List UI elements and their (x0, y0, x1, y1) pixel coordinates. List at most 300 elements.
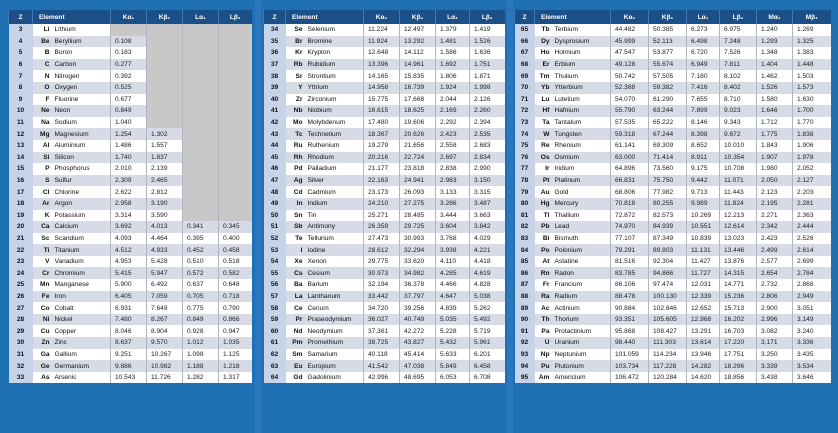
cell-z: 67 (515, 47, 535, 59)
table-row (9, 105, 252, 117)
cell-name: Tin (306, 210, 364, 222)
cell-kb1: 117.228 (649, 360, 687, 372)
cell-z: 71 (515, 94, 535, 106)
table-row (264, 105, 505, 117)
cell-mb1: 2.127 (793, 175, 831, 187)
cell-kb1: 14.961 (400, 59, 436, 71)
cell-kb1: 4.464 (147, 233, 183, 245)
cell-la1: 7.180 (687, 70, 720, 82)
panel-right (514, 10, 831, 383)
cell-kb1: 48.695 (400, 372, 436, 384)
cell-kb1: 50.385 (649, 24, 687, 36)
cell-kb1: 1.837 (147, 152, 183, 164)
cell-ka1: 14.165 (364, 70, 400, 82)
cell-symbol: Yb (535, 82, 553, 94)
cell-symbol: Sm (286, 349, 306, 361)
cell-z: 20 (9, 221, 33, 233)
cell-lb1: 13.023 (720, 233, 757, 245)
cell-lb1: 14.315 (720, 267, 757, 279)
cell-mb1: 2.281 (793, 198, 831, 210)
cell-symbol: Hf (535, 105, 553, 117)
cell-lb1: 1.871 (470, 70, 505, 82)
table-row (515, 140, 831, 152)
cell-z: 36 (264, 47, 286, 59)
table-row (515, 302, 831, 314)
cell-kb1: 16.739 (400, 82, 436, 94)
cell-ma1: 1.775 (757, 128, 793, 140)
cell-ka1: 50.742 (611, 70, 649, 82)
col-header-kb1: Kβ₁ (649, 10, 687, 24)
cell-la1: 0.341 (183, 221, 219, 233)
cell-kb1: 73.560 (649, 163, 687, 175)
cell-kb1: 10.267 (147, 349, 183, 361)
cell-z: 89 (515, 302, 535, 314)
table-row (9, 198, 252, 210)
cell-lb1: 11.824 (720, 198, 757, 210)
cell-lb1: 7.526 (720, 47, 757, 59)
cell-la1 (183, 128, 219, 140)
cell-la1 (183, 82, 219, 94)
table-row (9, 221, 252, 233)
cell-ka1: 49.128 (611, 59, 649, 71)
cell-lb1: 1.218 (219, 360, 252, 372)
cell-lb1: 3.842 (470, 221, 505, 233)
table-row (9, 140, 252, 152)
cell-name: Aluminium (53, 140, 111, 152)
cell-la1: 2.983 (436, 175, 470, 187)
cell-ka1: 6.931 (111, 302, 147, 314)
cell-la1: 2.044 (436, 94, 470, 106)
cell-z: 86 (515, 267, 535, 279)
table-row (515, 82, 831, 94)
cell-mb1: 1.838 (793, 128, 831, 140)
cell-lb1: 5.719 (470, 325, 505, 337)
cell-symbol: Mg (33, 128, 53, 140)
cell-name: Argon (53, 198, 111, 210)
cell-la1: 6.053 (436, 372, 470, 384)
col-header-mb1: Mβ₁ (793, 10, 831, 24)
table-row (515, 128, 831, 140)
cell-ka1: 13.396 (364, 59, 400, 71)
cell-z: 79 (515, 186, 535, 198)
cell-ka1: 2.622 (111, 186, 147, 198)
cell-z: 24 (9, 267, 33, 279)
cell-z: 59 (264, 314, 286, 326)
cell-ka1: 42.996 (364, 372, 400, 384)
cell-name: Zirconium (306, 94, 364, 106)
cell-ma1: 1.348 (757, 47, 793, 59)
cell-la1: 6.498 (687, 36, 720, 48)
cell-symbol: Ag (286, 175, 306, 187)
cell-lb1: 1.035 (219, 337, 252, 349)
cell-kb1: 2.812 (147, 186, 183, 198)
col-header-element: Element (535, 10, 611, 24)
table-row (515, 372, 831, 384)
cell-kb1: 3.590 (147, 210, 183, 222)
cell-la1: 5.228 (436, 325, 470, 337)
cell-name: Plutonium (553, 360, 611, 372)
cell-z: 27 (9, 302, 33, 314)
cell-ka1: 0.849 (111, 105, 147, 117)
cell-z: 88 (515, 291, 535, 303)
cell-name: Zinc (53, 337, 111, 349)
cell-mb1: 2.949 (793, 291, 831, 303)
cell-kb1 (147, 59, 183, 71)
cell-la1: 9.989 (687, 198, 720, 210)
cell-symbol: U (535, 337, 553, 349)
cell-symbol: Ti (33, 244, 53, 256)
cell-lb1: 4.619 (470, 267, 505, 279)
cell-symbol: La (286, 291, 306, 303)
cell-mb1: 1.503 (793, 70, 831, 82)
table-row (515, 175, 831, 187)
cell-z: 52 (264, 233, 286, 245)
cell-name: Cesium (306, 267, 364, 279)
cell-lb1: 7.811 (720, 59, 757, 71)
cell-mb1: 3.240 (793, 325, 831, 337)
cell-la1: 0.928 (183, 325, 219, 337)
cell-la1: 2.697 (436, 152, 470, 164)
cell-lb1: 1.636 (470, 47, 505, 59)
cell-la1: 0.637 (183, 279, 219, 291)
cell-symbol: Nd (286, 325, 306, 337)
table-row (264, 337, 505, 349)
cell-la1: 5.432 (436, 337, 470, 349)
cell-name: Carbon (53, 59, 111, 71)
cell-ka1: 68.806 (611, 186, 649, 198)
col-header-ma1: Mα₁ (757, 10, 793, 24)
cell-symbol: Ho (535, 47, 553, 59)
cell-ka1: 22.163 (364, 175, 400, 187)
table-row (515, 163, 831, 175)
cell-ka1: 63.000 (611, 152, 649, 164)
cell-la1: 12.339 (687, 291, 720, 303)
cell-lb1: 9.343 (720, 117, 757, 129)
cell-name: Xenon (306, 256, 364, 268)
cell-name: Astatine (553, 256, 611, 268)
table-right (514, 10, 831, 383)
cell-name: Mercury (553, 198, 611, 210)
cell-name: Arsenic (53, 372, 111, 384)
cell-ka1: 66.831 (611, 175, 649, 187)
cell-ka1: 7.480 (111, 314, 147, 326)
cell-kb1: 37.797 (400, 291, 436, 303)
cell-lb1: 10.010 (720, 140, 757, 152)
cell-la1: 3.938 (436, 244, 470, 256)
table-row (9, 360, 252, 372)
table-row (9, 117, 252, 129)
cell-z: 40 (264, 94, 286, 106)
cell-la1: 6.273 (687, 24, 720, 36)
cell-name: Nitrogen (53, 70, 111, 82)
cell-kb1: 42.272 (400, 325, 436, 337)
col-header-z: Z (515, 10, 535, 24)
cell-lb1: 10.708 (720, 163, 757, 175)
cell-kb1: 3.190 (147, 198, 183, 210)
cell-kb1: 32.294 (400, 244, 436, 256)
panel-middle (263, 10, 505, 383)
cell-lb1 (219, 36, 252, 48)
cell-la1 (183, 105, 219, 117)
cell-ka1: 24.210 (364, 198, 400, 210)
cell-lb1 (219, 94, 252, 106)
cell-ma1: 2.123 (757, 186, 793, 198)
table-row (264, 70, 505, 82)
cell-kb1: 39.256 (400, 302, 436, 314)
cell-la1: 13.946 (687, 349, 720, 361)
cell-kb1: 97.474 (649, 279, 687, 291)
cell-z: 63 (264, 360, 286, 372)
cell-ka1: 0.392 (111, 70, 147, 82)
cell-symbol: Ge (33, 360, 53, 372)
cell-symbol: Pa (535, 325, 553, 337)
cell-kb1: 2.465 (147, 175, 183, 187)
cell-kb1 (147, 94, 183, 106)
cell-la1: 13.614 (687, 337, 720, 349)
cell-z: 54 (264, 256, 286, 268)
cell-symbol: Be (33, 36, 53, 48)
table-row (9, 59, 252, 71)
cell-la1: 12.031 (687, 279, 720, 291)
cell-ma1: 3.339 (757, 360, 793, 372)
cell-symbol: V (33, 256, 53, 268)
cell-ma1: 2.342 (757, 221, 793, 233)
cell-ka1: 98.440 (611, 337, 649, 349)
cell-name: Neodymium (306, 325, 364, 337)
cell-name: Beryllium (53, 36, 111, 48)
cell-la1: 2.423 (436, 128, 470, 140)
cell-ka1: 23.173 (364, 186, 400, 198)
cell-ma1: 1.580 (757, 94, 793, 106)
table-row (264, 117, 505, 129)
cell-lb1: 0.345 (219, 221, 252, 233)
cell-lb1: 4.828 (470, 279, 505, 291)
cell-ka1: 26.359 (364, 221, 400, 233)
table-row (9, 47, 252, 59)
cell-kb1: 57.505 (649, 70, 687, 82)
cell-ma1: 1.526 (757, 82, 793, 94)
col-header-element: Element (286, 10, 364, 24)
table-row (515, 105, 831, 117)
cell-kb1: 12.497 (400, 24, 436, 36)
cell-symbol: Dy (535, 36, 553, 48)
cell-ka1: 57.535 (611, 117, 649, 129)
cell-la1: 3.133 (436, 186, 470, 198)
cell-symbol: Ru (286, 140, 306, 152)
cell-ka1: 61.141 (611, 140, 649, 152)
cell-name: Terbium (553, 24, 611, 36)
header-row-right (515, 10, 831, 24)
cell-kb1: 1.302 (147, 128, 183, 140)
cell-name: Lead (553, 221, 611, 233)
panel-left (8, 10, 252, 383)
table-row (515, 360, 831, 372)
cell-ka1: 38.725 (364, 337, 400, 349)
cell-z: 60 (264, 325, 286, 337)
table-row (9, 70, 252, 82)
cell-ka1: 11.224 (364, 24, 400, 36)
table-row (264, 256, 505, 268)
cell-mb1: 3.435 (793, 349, 831, 361)
cell-kb1: 47.038 (400, 360, 436, 372)
cell-z: 43 (264, 128, 286, 140)
cell-lb1: 1.419 (470, 24, 505, 36)
cell-ma1: 2.050 (757, 175, 793, 187)
cell-ka1: 19.279 (364, 140, 400, 152)
cell-kb1: 2.139 (147, 163, 183, 175)
cell-symbol: Fr (535, 279, 553, 291)
cell-la1: 1.692 (436, 59, 470, 71)
cell-lb1 (219, 59, 252, 71)
cell-name: Boron (53, 47, 111, 59)
cell-lb1: 7.248 (720, 36, 757, 48)
cell-la1: 6.720 (687, 47, 720, 59)
cell-lb1: 6.201 (470, 349, 505, 361)
cell-symbol: Fe (33, 291, 53, 303)
cell-la1: 4.466 (436, 279, 470, 291)
cell-ka1: 15.775 (364, 94, 400, 106)
cell-lb1: 13.876 (720, 256, 757, 268)
col-header-ka1: Kα₁ (111, 10, 147, 24)
cell-z: 29 (9, 325, 33, 337)
cell-la1: 7.655 (687, 94, 720, 106)
col-header-kb1: Kβ₁ (400, 10, 436, 24)
cell-ka1: 70.818 (611, 198, 649, 210)
cell-symbol: Pt (535, 175, 553, 187)
cell-la1: 2.292 (436, 117, 470, 129)
cell-la1: 8.146 (687, 117, 720, 129)
cell-z: 53 (264, 244, 286, 256)
table-row (264, 198, 505, 210)
cell-z: 85 (515, 256, 535, 268)
cell-la1: 12.652 (687, 302, 720, 314)
cell-name: Lithium (53, 24, 111, 36)
cell-la1: 0.510 (183, 256, 219, 268)
cell-z: 76 (515, 152, 535, 164)
cell-lb1: 3.663 (470, 210, 505, 222)
cell-name: Lanthanum (306, 291, 364, 303)
table-row (264, 372, 505, 384)
cell-la1: 0.452 (183, 244, 219, 256)
col-header-lb1: Lβ₁ (470, 10, 505, 24)
cell-ka1: 3.692 (111, 221, 147, 233)
cell-symbol: Am (535, 372, 553, 384)
cell-z: 19 (9, 210, 33, 222)
cell-ka1: 16.615 (364, 105, 400, 117)
cell-kb1: 34.982 (400, 267, 436, 279)
cell-lb1 (219, 82, 252, 94)
table-row (515, 325, 831, 337)
cell-name: Calcium (53, 221, 111, 233)
cell-ka1: 2.309 (111, 175, 147, 187)
cell-ka1: 34.720 (364, 302, 400, 314)
cell-ka1: 28.612 (364, 244, 400, 256)
cell-name: Polonium (553, 244, 611, 256)
cell-lb1: 8.102 (720, 70, 757, 82)
cell-kb1: 89.803 (649, 244, 687, 256)
cell-ka1: 17.480 (364, 117, 400, 129)
table-row (515, 267, 831, 279)
cell-la1: 1.012 (183, 337, 219, 349)
cell-lb1: 2.126 (470, 94, 505, 106)
cell-symbol: Re (535, 140, 553, 152)
table-row (515, 24, 831, 36)
cell-z: 4 (9, 36, 33, 48)
cell-ma1: 2.499 (757, 244, 793, 256)
cell-symbol: In (286, 198, 306, 210)
table-row (515, 47, 831, 59)
cell-mb1: 2.699 (793, 256, 831, 268)
cell-name: Rubidium (306, 59, 364, 71)
cell-ka1: 47.547 (611, 47, 649, 59)
cell-lb1: 0.648 (219, 279, 252, 291)
cell-kb1: 23.818 (400, 163, 436, 175)
cell-la1 (183, 117, 219, 129)
cell-ka1: 1.486 (111, 140, 147, 152)
cell-name: Magnesium (53, 128, 111, 140)
cell-z: 30 (9, 337, 33, 349)
cell-z: 49 (264, 198, 286, 210)
cell-z: 23 (9, 256, 33, 268)
cell-mb1: 2.868 (793, 279, 831, 291)
cell-ka1: 11.924 (364, 36, 400, 48)
cell-symbol: Ac (535, 302, 553, 314)
cell-lb1: 0.718 (219, 291, 252, 303)
cell-kb1: 120.284 (649, 372, 687, 384)
cell-ka1: 5.415 (111, 267, 147, 279)
cell-name: Technetium (306, 128, 364, 140)
cell-name: Rhenium (553, 140, 611, 152)
cell-name: Phosphorus (53, 163, 111, 175)
cell-ka1: 83.785 (611, 267, 649, 279)
cell-name: Platinum (553, 175, 611, 187)
cell-z: 78 (515, 175, 535, 187)
cell-symbol: Ta (535, 117, 553, 129)
table-row (264, 59, 505, 71)
cell-la1: 2.838 (436, 163, 470, 175)
cell-name: Scandium (53, 233, 111, 245)
cell-symbol: Pb (535, 221, 553, 233)
cell-la1: 0.705 (183, 291, 219, 303)
cell-name: Nickel (53, 314, 111, 326)
cell-name: Selenium (306, 24, 364, 36)
cell-name: Thorium (553, 314, 611, 326)
table-row (9, 302, 252, 314)
cell-lb1 (219, 198, 252, 210)
cell-kb1: 75.750 (649, 175, 687, 187)
cell-name: Holmium (553, 47, 611, 59)
cell-z: 72 (515, 105, 535, 117)
cell-la1 (183, 94, 219, 106)
cell-ka1: 30.973 (364, 267, 400, 279)
cell-ma1: 1.980 (757, 163, 793, 175)
cell-lb1 (219, 152, 252, 164)
table-row (515, 233, 831, 245)
cell-symbol: Cs (286, 267, 306, 279)
cell-lb1: 6.975 (720, 24, 757, 36)
cell-kb1: 84.939 (649, 221, 687, 233)
cell-lb1: 9.023 (720, 105, 757, 117)
cell-z: 12 (9, 128, 33, 140)
table-row (264, 186, 505, 198)
cell-la1: 1.924 (436, 82, 470, 94)
cell-lb1: 8.710 (720, 94, 757, 106)
cell-kb1 (147, 82, 183, 94)
cell-z: 39 (264, 82, 286, 94)
cell-lb1: 2.683 (470, 140, 505, 152)
cell-symbol: Ni (33, 314, 53, 326)
table-row (9, 244, 252, 256)
